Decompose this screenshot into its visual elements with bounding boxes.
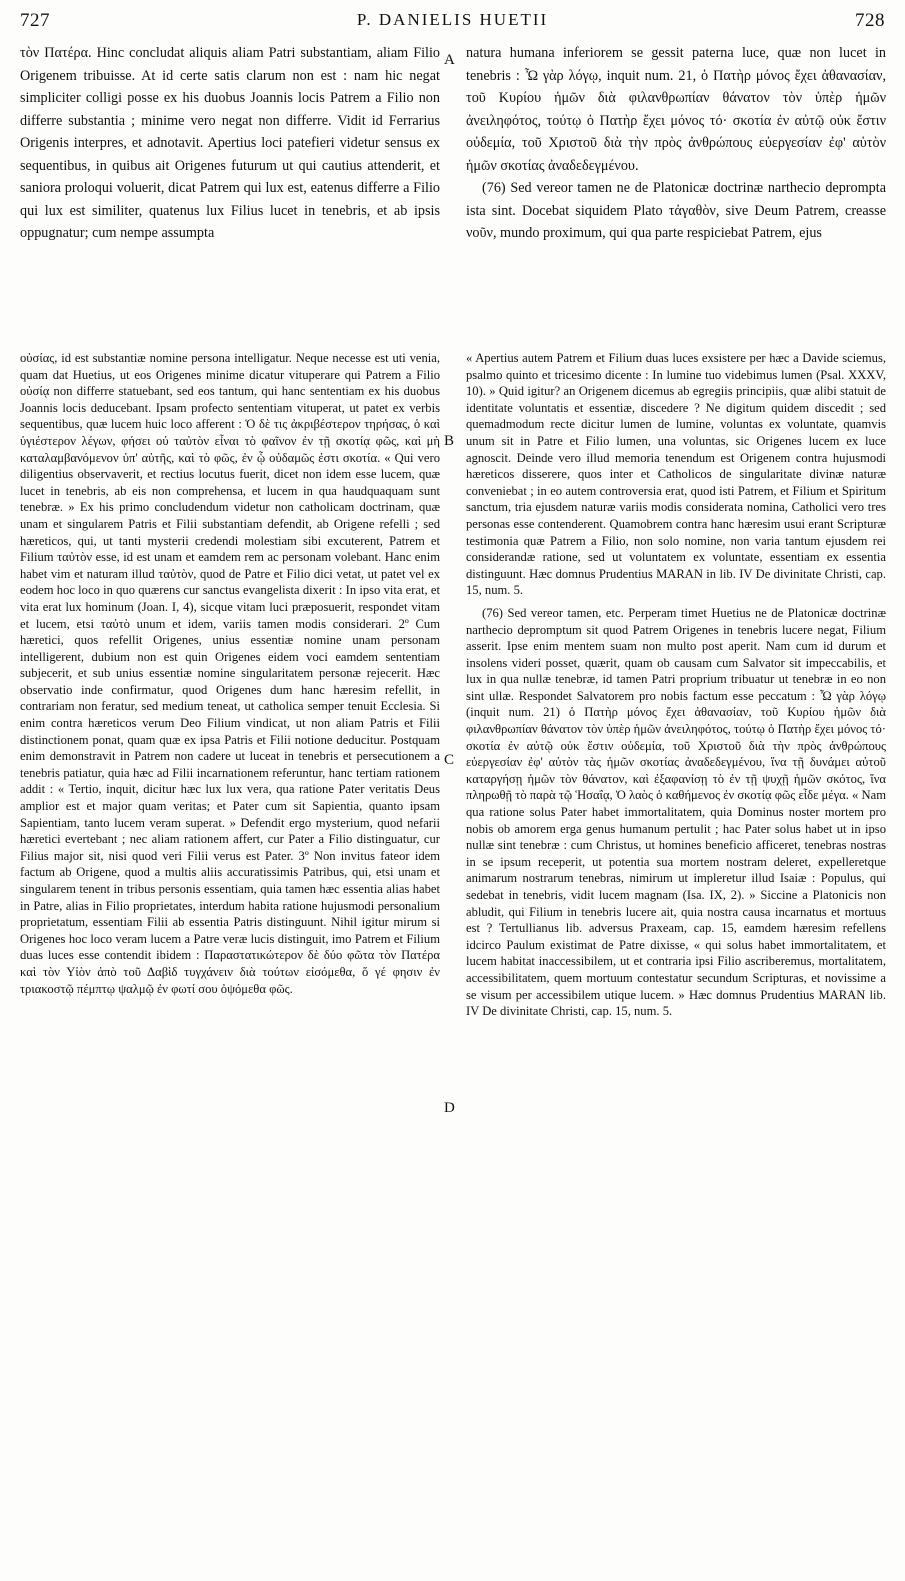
right-main-paragraph-2: (76) Sed vereor tamen ne de Platonicæ doctrinæ narthecio deprompta ista sint. Docebat siquidem Plato τἀγαθὸν, sive Deum Patrem, creasse νοῦν, mundo proximum, qui qua parte respiciebat Patrem, ejus (466, 180, 886, 241)
margin-letter-b: B (444, 433, 455, 449)
page-number-right: 728 (855, 10, 885, 31)
right-column-notes (466, 350, 886, 1020)
page-number-left: 727 (20, 10, 50, 31)
right-column-main-text (466, 42, 886, 245)
left-column-notes (20, 350, 440, 997)
running-title: P. DANIELIS HUETII (356, 10, 549, 29)
right-notes-paragraph-1: « Apertius autem Patrem et Filium duas luces exsistere per hæc a Davide sciemus, psalmo quinto et tricesimo dicente : In lumine tuo videbimus lumen (Psal. XXXV, 10). » Quid igitur? an Origenem dicemus ab egregiis principiis, quæ alibi statuit de identitate voluntatis et essentiæ, discedere ? Ne digitum quidem discedit ; sed quemadmodum recte dicitur lumen de lumine, voluntas ex voluntate, quamvis unum sit in Patre et Filio lumen, una voluntas, sic Origenes lucem ex luce agnoscit. Deinde vero illud memoria tenendum est Origenem contra hujusmodi hæreticos disserere, quos inter et Catholicos de singularitate divinæ naturæ conveniebat ; in eo autem controversia erat, quod isti Patrem, et Filium et Spiritum sanctum, tria ejusdem naturæ variis modis considerata nomina, Catholici vero tres personas esse contenderent. Quamobrem contra hanc hæresim usui erant Scripturæ testimonia quæ Patrem a Filio, non solo nomine, non varia tantum ejusdem rei considerandæ ratione, sed ut voluntatem ex voluntate, essentiam ex essentia distinguunt. Hæc domnus Prudentius MARAN in lib. IV De divinitate Christi, cap. 15, num. 5. (466, 351, 886, 598)
left-column-main-text (20, 42, 440, 245)
margin-letter-c: C (444, 752, 455, 768)
left-notes-paragraph: οὐσίας, id est substantiæ nomine persona intelligatur. Neque necesse est uti venia, quam dat Huetius, ut eos Origenes minime dicatur vituperare qui Patrem a Filio οὐσίᾳ non differre statuebant, sed eos tantum, qui hanc sententiam ex his duobus Joannis locis deducebant. Ipsam profecto sententiam vituperat, ut patet ex verbis sequentibus, quæ lucem huic loco afferent : Ὁ δὲ τις ἀκριβέστερον τηρήσας, ὁ καὶ ὑγιέστερον λέγων, φήσει οὐ ταὐτὸν εἶναι τὸ φαῖνον ἐν τῇ σκοτίᾳ φῶς, καὶ μὴ καταλαμβανόμενον ὑπ' αὐτῆς, καὶ τὸ φῶς, ἐν ᾧ οὐδαμῶς ἐστι σκοτία. « Qui vero diligentius observaverit, et rectius locutus fuerit, dicet non idem esse lucem, quæ lucet in tenebris, ab eis non comprehensa, et lucem in qua haudquaquam sunt tenebræ. » Ex his primo concludendum videtur non catholicam doctrinam, quæ unam et singularem Patris et Filii substantiam defendit, ab Origene refelli ; sed hæreticos, qui, ut tanti mysterii credendi molestiam sibi excuterent, Patrem et Filium ταὐτὸν esse, id est unam et eamdem rem ac personam volebant. Hanc enim habet vim et naturam illud ταὐτὸν, quod de Patre et Filio dici vetat, ut patet vel ex eodem hoc loco in quo quærens cur sanctus evangelista dixerit : In ipso vita erat, et vita erat lux hominum (Joan. I, 4), sicque vitam luci præposuerit, respondet vitam et lucem, etsi ταὐτὸ unum et idem, variis tamen modis considerari. 2º Cum hæretici, quos refellit Origenes, unius essentiæ nomine unam personam intelligerent, dubium non est quin Origenes eidem voci eamdem sententiam subjecerit, et sub unius essentiæ nomine singularitatem personæ rejecerit. Hæc observatio inde confirmatur, quod Origenes dum hanc hæresim refellit, in contrariam non feratur, sed medium teneat, ut catholica semper tenuit Ecclesia. Si enim contra hæreticos verum Deo Filium vindicat, ut non aliam Patris et Filii distinctionem ponat, quam quæ ex ipsa Patris et Filii notione deducitur. Postquam enim demonstravit in Patrem non cadere ut luceat in tenebris et persecutionem a tenebris patiatur, quia hæc ad Filii incarnationem referuntur, hanc tertiam rationem addit : « Tertio, inquit, dicitur hæc lux lux vera, qua ratione Pater veritatis Deus amplior est et major quam veritas; et Pater cum sit Sapientia, quanto ipsam Sapientiam, tanto lucem veram superat. » Defendit ergo mysterium, quod nefarii hæretici evertebant ; nec aliam rationem affert, cur Pater a Filio distinguatur, cur Filius major sit, nisi quod veri Filii verus est Pater. 3º Non invitus fateor idem factum ab Origene, quod a multis aliis accuratissimis Patribus, qui, etsi unam et singularem tenent in tribus personis essentiam, quia tamen hæc essentia alias habet in Patre, alias in Filio proprietates, interdum habita ratione hujusmodi personalium proprietatum, essentiam Filii ab essentia Patris distinguunt. Nihil igitur mirum si Origenes hoc loco veram lucem a Patre veræ lucis distinguit, imo Patrem et Filium duas luces esse contendit ibidem : Παραστατικώτερον δὲ δύο φῶτα τὸν Πατέρα καὶ τὸν Υἱὸν ἀπὸ τοῦ Δαβὶδ τυγχάνειν διὰ τούτων εἰσόμεθα, ὅ γέ φησιν ἐν τριακοστῷ πέμπτῳ ψαλμῷ ἐν φωτί σου ὀψόμεθα φῶς. (20, 351, 440, 996)
margin-letter-d: D (444, 1100, 455, 1116)
right-main-paragraph-1: natura humana inferiorem se gessit paterna luce, quæ non lucet in tenebris : Ὦ γὰρ λόγῳ, inquit num. 21, ὁ Πατὴρ μόνος ἔχει ἀθανασίαν, τοῦ Κυρίου ἡμῶν διὰ φιλανθρωπίαν θάνατον τὸν ὑπὲρ ἡμῶν ἀνειληφότος, τούτῳ ὁ Πατὴρ ἔχει μόνος τό· σκοτία ἐν αὐτῷ οὐκ ἔστιν οὐδεμία, τοῦ Χριστοῦ διὰ τὴν πρὸς ἀνθρώπους εὐεργεσίαν ἐφ' αὑτὸν ἡμῶν σκοτίας ἀναδεδεγμένου. (466, 45, 886, 174)
margin-letter-a: A (444, 52, 455, 68)
right-notes-paragraph-2: (76) Sed vereor tamen, etc. Perperam timet Huetius ne de Platonicæ doctrinæ narthecio depromptum sit quod Patrem Origenes in tenebris lucere negat, Filium asserit. Ipse enim mentem suam non multo post aperit. Nam cum id durum et insolens videri posset, quærit, quam ob causam cum Salvator sit impeccabilis, et lux in qua nullæ tenebræ, id tamen Patri proprium tribuatur ut tenebræ in eo non sint ullæ. Respondet Salvatorem pro nobis factum esse peccatum : Ὦ γὰρ λόγῳ (inquit num. 21) ὁ Πατὴρ μόνος ἔχει ἀθανασίαν, τοῦ Κυρίου ἡμῶν διὰ φιλανθρωπίαν θάνατον τὸν ὑπὲρ ἡμῶν ἀνειληφότος, τούτῳ ὁ Πατὴρ ἔχει μόνος τό· σκοτία ἐν αὐτῷ οὐκ ἔστιν οὐδεμία, τοῦ Χριστοῦ διὰ τὴν πρὸς ἀνθρώπους εὐεργεσίαν ἐφ' αὑτὸν τὰς ἡμῶν σκοτίας ἀναδεδεγμένου, ἵνα τῇ δυνάμει αὐτοῦ καταργήσῃ ἡμῶν τὸν θάνατον, καὶ ἐξαφανίσῃ τὸ ἐν τῇ ψυχῇ ἡμῶν σκότος, ἵνα πληρωθῇ τὸ παρὰ τῷ Ἡσαΐᾳ, Ὁ λαὸς ὁ καθήμενος ἐν σκοτίᾳ φῶς εἶδε μέγα. « Nam qua ratione solus Pater habet immortalitatem, quia Dominus noster mortem pro nobis ob amorem erga genus humanum pertulit ; hac Pater solus habet ut in ipso nullæ sint tenebræ : cum Christus, ut homines beneficio afficeret, tenebras nostras in se ipsum receperit, ut potentia sua mortem nostram deleret, expelleretque animarum nostrarum tenebras, nimirum ut impleretur illud Isaiæ : Populus, qui sedebat in tenebris, vidit lucem magnam (Isa. IX, 2). » Siccine a Platonicis non abludit, qui Filium in tenebris lucere ait, quia nostra causa incarnatus et mortuus est ? Tertullianus lib. adversus Praxeam, cap. 15, eamdem hæresim refellens idcirco Paulum existimat de Patre dixisse, « qui solus habet immortalitatem, et lucem habitat inaccessibilem, ut et contraria ipsi Filio ascriberemus, mortalitatem, accessibilitatem, quem mortuum contestatur secundum Scripturas, et novissime a se visum per accessibilem utique lucem. » Hæc domnus Prudentius MARAN lib. IV De divinitate Christi, cap. 15, num. 5. (466, 605, 886, 1019)
left-main-paragraph: τὸν Πατέρα. Hinc concludat aliquis aliam Patri substantiam, aliam Filio Origenem tribuisse. At id certe satis clarum non est : nam hic negat simpliciter colligi posse ex his duobus Joannis locis Patrem a Filio non differre substantia ; minime vero negat non differre. Vidit id Ferrarius Origenis interpres, et adnotavit. Apertius loci patefieri videtur sensus ex sequentibus, in quibus ait Origenes futurum ut qui cautius attenderit, et saniora proloqui voluerit, dicat Patrem qui lux est, eatenus differre a Filio qui lux est similiter, quatenus lux Filius lucet in tenebris, et ab ipsis oppugnatur; cum nempe assumpta (20, 45, 440, 241)
